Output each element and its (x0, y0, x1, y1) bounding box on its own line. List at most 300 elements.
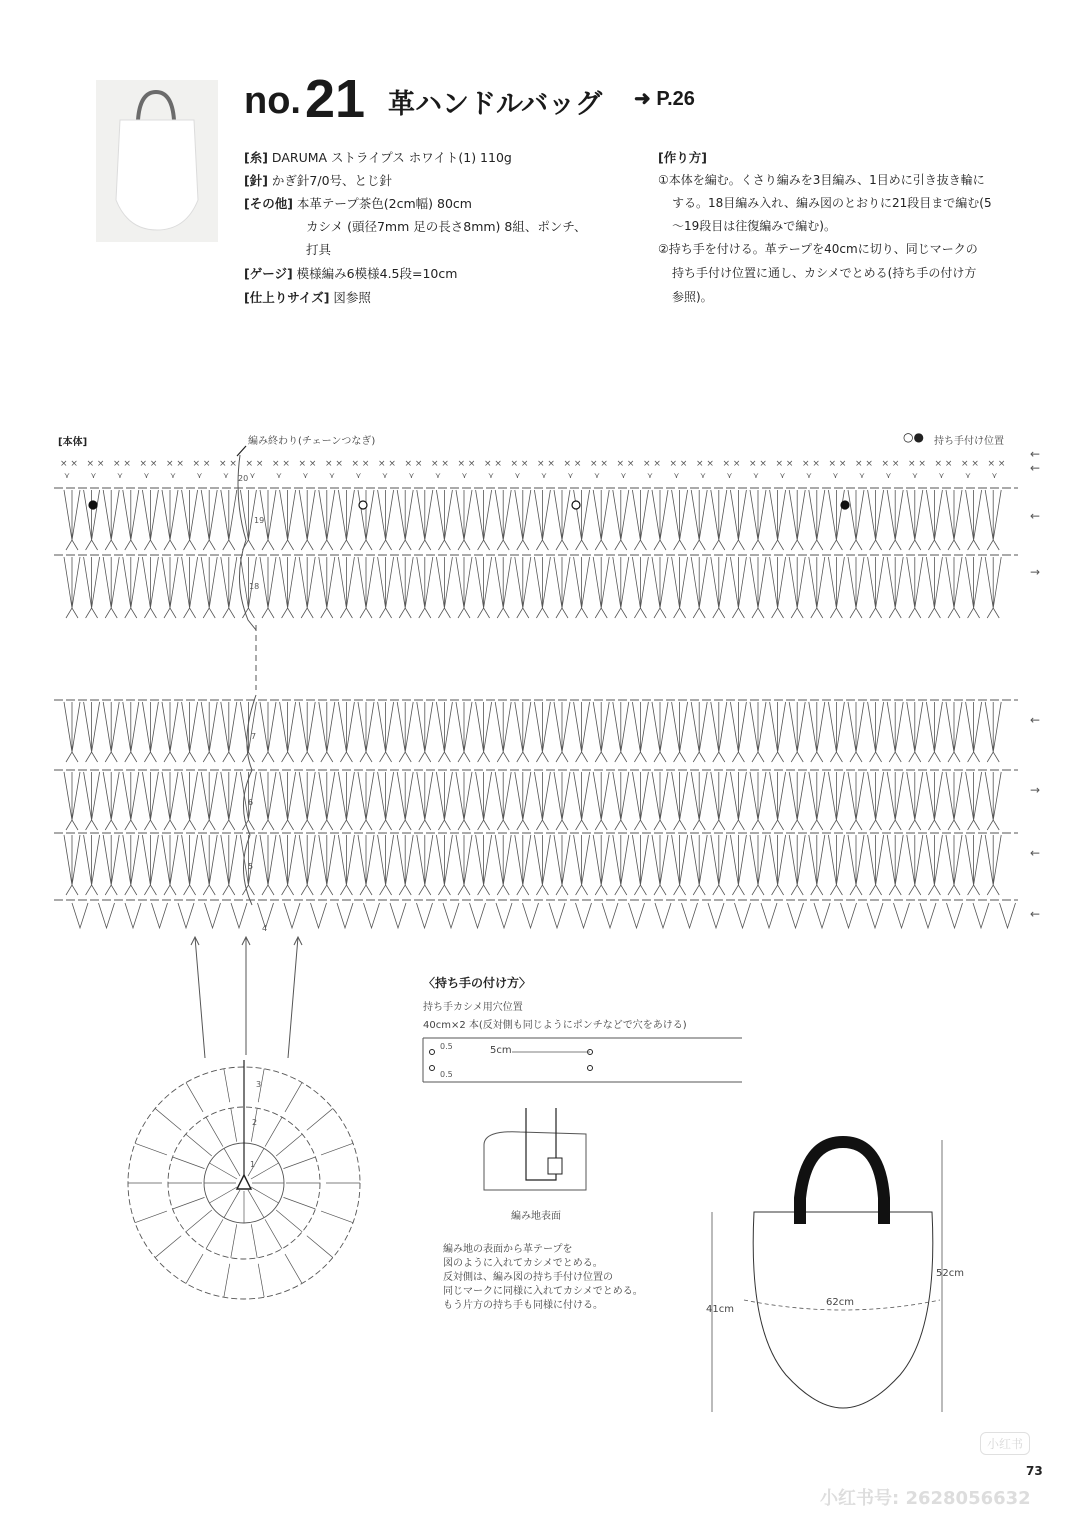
v-stitch-icon (672, 490, 688, 550)
arrow-left-icon: ← (1030, 509, 1041, 523)
v-stitch-icon (358, 557, 374, 618)
v-stitch-icon (358, 702, 374, 762)
v-stitch-icon (966, 702, 982, 762)
v-stitch-icon (299, 835, 315, 895)
radial-stitch (251, 1187, 279, 1203)
v-stitch-icon (655, 903, 671, 928)
v-stitch-icon (221, 702, 237, 762)
v-stitch-icon (515, 702, 531, 762)
v-stitch-icon (201, 702, 217, 762)
v-stitch-icon (201, 490, 217, 550)
v-stitch-icon (691, 772, 707, 830)
radial-stitch (307, 1236, 333, 1258)
v-stitch-icon (652, 772, 668, 830)
v-stitch-icon (260, 772, 276, 830)
watermark: 小红书号: 2628056632 (820, 1488, 1031, 1509)
inc-stitch-icon: ⋎ (753, 471, 759, 480)
radial-stitch (265, 1117, 282, 1146)
method-line: ②持ち手を付ける。革テープを40cmに切り、同じマークの (658, 242, 978, 256)
handle-method-heading: 〈持ち手の付け方〉 (423, 976, 532, 990)
v-stitch-icon (142, 835, 158, 895)
end-label: 編み終わり(チェーンつなぎ) (248, 436, 376, 447)
v-stitch-icon (456, 490, 472, 550)
v-stitch-icon (593, 490, 609, 550)
inc-stitch-icon: ⋎ (382, 471, 388, 480)
v-stitch-icon (456, 557, 472, 618)
v-stitch-icon (946, 557, 962, 618)
v-stitch-icon (397, 835, 413, 895)
spec-other-value-1: 本革テープ茶色(2cm幅) 80cm (296, 196, 472, 211)
inc-stitch-icon: ⋎ (673, 471, 680, 480)
v-stitch-icon (868, 702, 884, 762)
v-stitch-icon (397, 557, 413, 618)
v-stitch-icon (789, 772, 805, 830)
v-stitch-icon (201, 557, 217, 618)
sc-stitch-icon: × × (139, 459, 158, 469)
v-stitch-icon (926, 557, 942, 618)
v-stitch-icon (417, 557, 433, 618)
v-stitch-icon (576, 903, 592, 928)
v-stitch-icon (593, 702, 609, 762)
v-stitch-icon (652, 490, 668, 550)
v-stitch-icon (280, 835, 296, 895)
v-stitch-icon (182, 835, 198, 895)
radial-stitch (285, 1083, 302, 1112)
radial-stitch (135, 1211, 167, 1223)
radial-stitch (186, 1083, 203, 1112)
dim-height-total: 52cm (936, 1268, 964, 1279)
v-stitch-icon (515, 490, 531, 550)
sc-stitch-icon: × × (934, 459, 953, 469)
v-stitch-icon (848, 702, 864, 762)
v-stitch-icon (103, 772, 119, 830)
v-stitch-icon (162, 557, 178, 618)
pattern-title: 革ハンドルバッグ (388, 89, 603, 120)
inc-stitch-icon: ⋎ (885, 471, 892, 480)
radial-stitch (258, 1264, 264, 1297)
sc-stitch-icon: × × (457, 459, 476, 469)
v-stitch-icon (523, 903, 539, 928)
radial-stitch (186, 1254, 203, 1283)
row-label: 18 (249, 582, 260, 591)
v-stitch-icon (828, 490, 844, 550)
sc-stitch-icon: × × (908, 459, 926, 469)
radial-stitch (224, 1264, 230, 1297)
v-stitch-icon (828, 702, 844, 762)
inc-stitch-icon: ⋎ (249, 471, 256, 480)
spec-other-line-2: カシメ (頭径7mm 足の長さ8mm) 8組、ポンチ、 (306, 219, 587, 234)
inc-stitch-icon: ⋎ (90, 471, 97, 480)
radial-stitch (265, 1219, 282, 1248)
inc-stitch-icon: ⋎ (488, 471, 494, 480)
v-stitch-icon (711, 702, 727, 762)
v-stitch-icon (476, 702, 492, 762)
inc-stitch-icon: ⋎ (832, 471, 839, 480)
v-stitch-icon (123, 772, 139, 830)
row-label: 19 (254, 516, 265, 525)
v-stitch-icon (593, 557, 609, 618)
connector-arrow (195, 937, 205, 1058)
v-stitch-icon (436, 772, 452, 830)
spec-yarn-value: DARUMA ストライプス ホワイト(1) 110g (271, 150, 512, 165)
v-stitch-icon (205, 903, 221, 928)
v-stitch-icon (887, 772, 903, 830)
v-stitch-icon (443, 903, 459, 928)
v-stitch-icon (417, 903, 433, 928)
v-stitch-icon (549, 903, 565, 928)
v-stitch-icon (907, 490, 923, 550)
v-stitch-icon (496, 903, 512, 928)
v-stitch-icon (867, 903, 883, 928)
v-stitch-icon (142, 490, 158, 550)
v-stitch-icon (436, 490, 452, 550)
inc-stitch-icon: ⋎ (117, 471, 123, 480)
radial-stitch (285, 1254, 302, 1283)
inc-stitch-icon: ⋎ (143, 471, 150, 480)
v-stitch-icon (809, 557, 825, 618)
arrow-left-icon: ← (1030, 713, 1041, 727)
surface-label: 編み地表面 (511, 1211, 561, 1222)
radial-stitch (206, 1117, 223, 1146)
note-line: 図のように入れてカシメでとめる。 (443, 1258, 603, 1269)
v-stitch-icon (814, 903, 830, 928)
sc-stitch-icon: × × (378, 459, 396, 469)
v-stitch-icon (652, 835, 668, 895)
inc-stitch-icon: ⋎ (408, 471, 415, 480)
v-stitch-icon (770, 490, 786, 550)
v-stitch-icon (613, 835, 629, 895)
v-stitch-icon (613, 557, 629, 618)
radial-stitch (224, 1190, 240, 1218)
connector-arrow (288, 937, 298, 1058)
arrow-right-icon: → (1030, 783, 1041, 797)
title-prefix: no. (244, 80, 301, 122)
inc-stitch-icon: ⋎ (726, 471, 733, 480)
v-stitch-icon (946, 490, 962, 550)
spec-size-label: [仕上りサイズ] (244, 290, 330, 305)
v-stitch-icon (280, 772, 296, 830)
radial-stitch (321, 1211, 353, 1223)
v-stitch-icon (926, 702, 942, 762)
v-stitch-icon (750, 772, 766, 830)
legend-label: 持ち手付け位置 (934, 436, 1004, 447)
v-stitch-icon (946, 835, 962, 895)
v-stitch-icon (966, 835, 982, 895)
sc-stitch-icon: × × (60, 459, 78, 469)
inc-stitch-icon: ⋎ (938, 471, 945, 480)
v-stitch-icon (593, 835, 609, 895)
v-stitch-icon (378, 702, 394, 762)
v-stitch-icon (123, 835, 139, 895)
v-stitch-icon (125, 903, 141, 928)
v-stitch-icon (162, 772, 178, 830)
v-stitch-icon (103, 835, 119, 895)
v-stitch-icon (926, 490, 942, 550)
v-stitch-icon (574, 835, 590, 895)
inc-stitch-icon: ⋎ (779, 471, 786, 480)
v-stitch-icon (280, 557, 296, 618)
v-stitch-icon (652, 557, 668, 618)
v-stitch-icon (730, 772, 746, 830)
v-stitch-icon (378, 772, 394, 830)
v-stitch-icon (554, 835, 570, 895)
spec-yarn-label: [糸] (244, 150, 268, 165)
inc-stitch-icon: ⋎ (329, 471, 335, 480)
v-stitch-icon (574, 702, 590, 762)
v-stitch-icon (613, 702, 629, 762)
v-stitch-icon (750, 702, 766, 762)
sc-stitch-icon: × × (404, 459, 423, 469)
v-stitch-icon (319, 835, 335, 895)
page-reference: ➜ P.26 (634, 88, 695, 110)
radial-stitch (209, 1187, 237, 1203)
handle-marker-filled-icon (841, 501, 849, 509)
v-stitch-icon (311, 903, 327, 928)
handle-marker-open-icon (359, 501, 367, 509)
radial-stitch (155, 1108, 181, 1130)
row-label: 4 (262, 924, 268, 933)
v-stitch-icon (574, 490, 590, 550)
arrow-right-icon: → (1030, 565, 1041, 579)
v-stitch-icon (632, 557, 648, 618)
row-label: 6 (248, 798, 254, 807)
rivet-hole-icon (588, 1066, 593, 1071)
v-stitch-icon (809, 702, 825, 762)
v-stitch-icon (985, 490, 1001, 550)
v-stitch-icon (574, 557, 590, 618)
end-pointer-arrow (237, 446, 246, 456)
v-stitch-icon (554, 702, 570, 762)
v-stitch-icon (947, 903, 963, 928)
radial-stitch (283, 1197, 315, 1209)
v-stitch-icon (417, 835, 433, 895)
sc-stitch-icon: × × (351, 459, 370, 469)
sc-stitch-icon: × × (616, 459, 635, 469)
hole-position-label: 持ち手カシメ用穴位置 (423, 1002, 523, 1013)
sc-stitch-icon: × × (245, 459, 264, 469)
arrow-left-icon: ← (1030, 846, 1041, 860)
row-label: 7 (251, 732, 257, 741)
v-stitch-icon (84, 490, 100, 550)
v-stitch-icon (64, 835, 80, 895)
v-stitch-icon (162, 490, 178, 550)
v-stitch-icon (182, 490, 198, 550)
v-stitch-icon (456, 835, 472, 895)
sc-stitch-icon: × × (722, 459, 741, 469)
v-stitch-icon (554, 490, 570, 550)
v-stitch-icon (848, 835, 864, 895)
sc-stitch-icon: × × (192, 459, 211, 469)
rivet-icon (548, 1158, 562, 1174)
v-stitch-icon (84, 702, 100, 762)
v-stitch-icon (378, 490, 394, 550)
inc-stitch-icon: ⋎ (276, 471, 282, 480)
sc-stitch-icon: × × (484, 459, 502, 469)
v-stitch-icon (1000, 903, 1016, 928)
v-stitch-icon (761, 903, 777, 928)
v-stitch-icon (809, 835, 825, 895)
v-stitch-icon (534, 490, 550, 550)
v-stitch-icon (985, 835, 1001, 895)
v-stitch-icon (554, 557, 570, 618)
spec-gauge-value: 模様編み6模様4.5段=10cm (296, 266, 458, 281)
inc-stitch-icon: ⋎ (355, 471, 362, 480)
radial-stitch (135, 1143, 167, 1155)
v-stitch-icon (72, 903, 88, 928)
v-stitch-icon (260, 557, 276, 618)
note-line: もう片方の持ち手も同様に付ける。 (443, 1300, 603, 1311)
sc-stitch-icon: × × (828, 459, 847, 469)
v-stitch-icon (841, 903, 857, 928)
v-stitch-icon (652, 702, 668, 762)
v-stitch-icon (476, 835, 492, 895)
page-number: 73 (1026, 1464, 1043, 1478)
v-stitch-icon (337, 903, 353, 928)
v-stitch-icon (789, 490, 805, 550)
inc-stitch-icon: ⋎ (594, 471, 600, 480)
v-stitch-icon (476, 557, 492, 618)
v-stitch-icon (378, 835, 394, 895)
inc-stitch-icon: ⋎ (965, 471, 971, 480)
rivet-hole-icon (430, 1050, 435, 1055)
arrow-left-icon: ← (1030, 461, 1041, 475)
v-stitch-icon (985, 702, 1001, 762)
v-stitch-icon (152, 903, 168, 928)
row-label: 3 (256, 1080, 262, 1089)
sc-stitch-icon: × × (510, 459, 529, 469)
pattern-number: 21 (305, 69, 366, 129)
v-stitch-icon (495, 835, 511, 895)
v-stitch-icon (231, 903, 247, 928)
row-end-marker: 20 (238, 474, 249, 483)
dim-width: 62cm (826, 1297, 854, 1308)
inc-stitch-icon: ⋎ (64, 471, 70, 480)
v-stitch-icon (397, 702, 413, 762)
v-stitch-icon (907, 772, 923, 830)
v-stitch-icon (735, 903, 751, 928)
radial-stitch (173, 1157, 205, 1169)
sc-stitch-icon: × × (431, 459, 449, 469)
v-stitch-icon (64, 490, 80, 550)
inc-stitch-icon: ⋎ (647, 471, 653, 480)
v-stitch-icon (142, 702, 158, 762)
sc-stitch-icon: × × (537, 459, 555, 469)
v-stitch-icon (789, 557, 805, 618)
v-stitch-icon (299, 490, 315, 550)
inc-stitch-icon: ⋎ (806, 471, 812, 480)
v-stitch-icon (750, 490, 766, 550)
v-stitch-icon (495, 772, 511, 830)
v-stitch-icon (691, 490, 707, 550)
v-stitch-icon (711, 557, 727, 618)
v-stitch-icon (848, 557, 864, 618)
note-line: 同じマークに同様に入れてカシメでとめる。 (443, 1286, 643, 1297)
sc-stitch-icon: × × (563, 459, 582, 469)
v-stitch-icon (788, 903, 804, 928)
radial-stitch (173, 1197, 205, 1209)
v-stitch-icon (632, 490, 648, 550)
v-stitch-icon (178, 903, 194, 928)
v-stitch-icon (436, 835, 452, 895)
note-line: 編み地の表面から革テープを (443, 1244, 573, 1255)
method-line: する。18目編み入れ、編み図のとおりに21段目まで編む(5 (672, 196, 992, 210)
dim-height-body: 41cm (706, 1304, 734, 1315)
v-stitch-icon (299, 702, 315, 762)
v-stitch-icon (495, 557, 511, 618)
spec-size-value: 図参照 (333, 290, 371, 305)
v-stitch-icon (338, 835, 354, 895)
chart-rows (54, 446, 1040, 928)
v-stitch-icon (770, 557, 786, 618)
method-line: 〜19段目は往復編みで編む)。 (672, 219, 836, 233)
v-stitch-icon (299, 557, 315, 618)
dim-05-top: 0.5 (440, 1042, 453, 1051)
v-stitch-icon (515, 557, 531, 618)
radial-stitch (186, 1134, 212, 1156)
sc-stitch-icon: × × (219, 459, 237, 469)
sc-stitch-icon: × × (643, 459, 661, 469)
sc-stitch-icon: × × (749, 459, 767, 469)
v-stitch-icon (966, 772, 982, 830)
v-stitch-icon (338, 557, 354, 618)
sc-stitch-icon: × × (325, 459, 343, 469)
radial-stitch (209, 1163, 237, 1179)
v-stitch-icon (887, 835, 903, 895)
v-stitch-icon (632, 702, 648, 762)
v-stitch-icon (682, 903, 698, 928)
inc-stitch-icon: ⋎ (196, 471, 203, 480)
v-stitch-icon (338, 702, 354, 762)
v-stitch-icon (476, 490, 492, 550)
inc-stitch-icon: ⋎ (991, 471, 998, 480)
sc-stitch-icon: × × (298, 459, 317, 469)
v-stitch-icon (221, 772, 237, 830)
radial-stitch (224, 1148, 240, 1176)
v-stitch-icon (887, 557, 903, 618)
sc-stitch-icon: × × (987, 459, 1006, 469)
v-stitch-icon (123, 490, 139, 550)
v-stitch-icon (672, 557, 688, 618)
sc-stitch-icon: × × (86, 459, 105, 469)
v-stitch-icon (868, 557, 884, 618)
v-stitch-icon (201, 835, 217, 895)
v-stitch-icon (809, 772, 825, 830)
v-stitch-icon (602, 903, 618, 928)
v-stitch-icon (390, 903, 406, 928)
inc-stitch-icon: ⋎ (514, 471, 521, 480)
row-label: 2 (252, 1118, 258, 1127)
v-stitch-icon (887, 702, 903, 762)
v-stitch-icon (515, 772, 531, 830)
v-stitch-icon (84, 557, 100, 618)
v-stitch-icon (809, 490, 825, 550)
sc-stitch-icon: × × (590, 459, 608, 469)
v-stitch-icon (973, 903, 989, 928)
v-stitch-icon (103, 490, 119, 550)
inc-stitch-icon: ⋎ (700, 471, 706, 480)
v-stitch-icon (672, 835, 688, 895)
inc-stitch-icon: ⋎ (461, 471, 468, 480)
v-stitch-icon (470, 903, 486, 928)
sc-stitch-icon: × × (802, 459, 820, 469)
v-stitch-icon (730, 835, 746, 895)
v-stitch-icon (103, 702, 119, 762)
v-stitch-icon (99, 903, 115, 928)
v-stitch-icon (966, 490, 982, 550)
v-stitch-icon (629, 903, 645, 928)
sc-stitch-icon: × × (881, 459, 900, 469)
v-stitch-icon (554, 772, 570, 830)
